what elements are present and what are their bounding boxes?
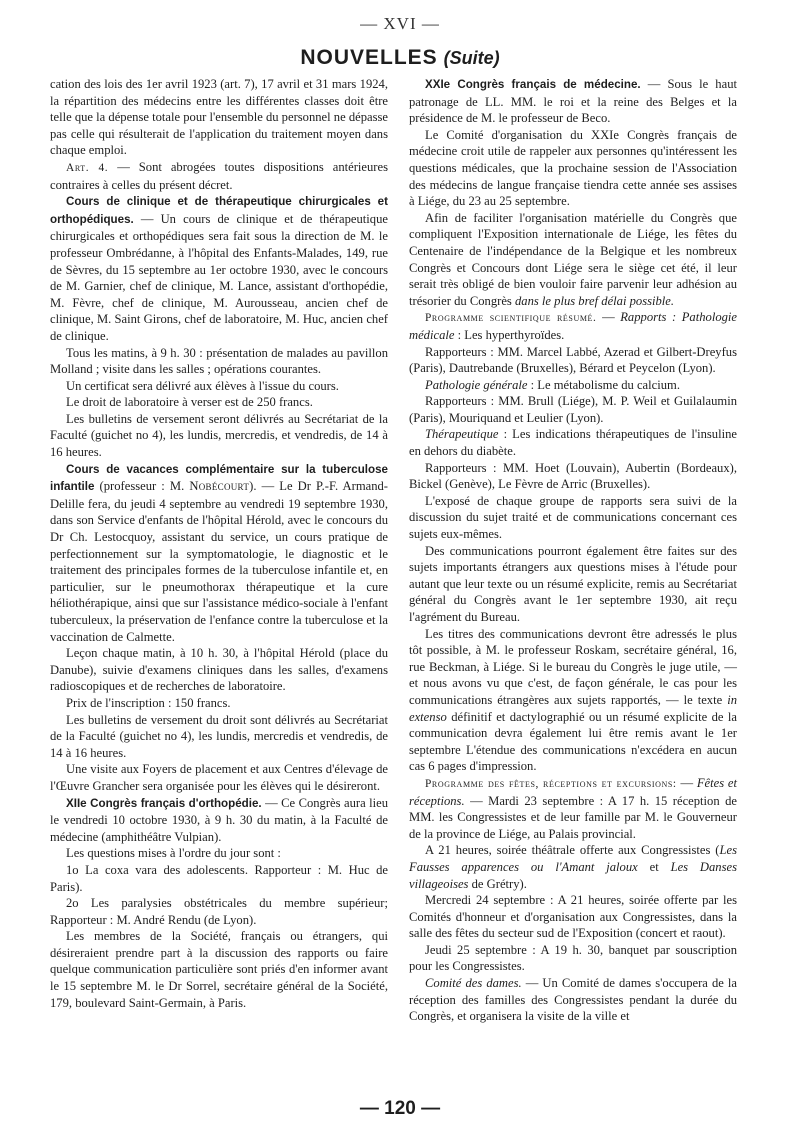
article-label: Art. 4. [66,161,109,174]
emphasis: Fêtes et réceptions. [409,775,737,808]
news-item-heading: Cours de clinique et de thérapeutique chirurgicales et orthopédiques. [50,195,388,226]
paragraph [50,159,388,193]
page-number: — 120 — [359,1098,441,1119]
emphasis: Pathologie générale [425,377,528,392]
paragraph: Tous les matins, à 9 h. 30 : présentation de malades au pavillon Molland ; visite dans les salles ; opérations courantes. [50,345,388,377]
section-title: NOUVELLES [300,46,438,69]
programme-label: Programme scientifique résumé. [425,312,597,325]
paragraph-text: : Le métabolisme du calcium. [527,377,680,392]
paragraph-text: — Un Comité de dames s'occupera de la réception des familles des Congressistes pendant la durée du Congrès, et organisera la visite de la ville et [409,976,737,1024]
emphasis: Comité des dames. [425,976,522,991]
paragraph-text: définitif et dactylographié ou un résumé explicite de la communication devra également lui être remis avant le 1er septembre L'étendue des communications n'excédera en aucun cas 6 pages d'impression. [409,709,737,774]
paragraph: Le droit de laboratoire à verser est de 250 francs. [66,395,313,410]
paragraph: Les bulletins de versement du droit sont délivrés au Secrétariat de la Faculté (guichet no 4), les lundis, mercredis et vendredis, de 14 à 16 heures. [50,712,388,760]
paragraph: Les membres de la Société, français ou étrangers, qui désireraient prendre part à la discussion des rapports ou faire quelque communication particulière sont priés d'en informer avant le 15 septembre M. le Dr Sorrel, secrétaire général de la Société, 179, boulevard Saint-Germain, à Paris. [50,929,388,1010]
separator: — [676,775,697,790]
paragraph: L'exposé de chaque groupe de rapports sera suivi de la discussion du sujet traité et de communications concernant ces sujets eux-mêmes. [409,493,737,542]
paragraph [409,377,737,394]
paragraph-text: — Sont abrogées toutes dispositions antérieures contraires à celles du présent décret. [50,159,388,192]
paragraph: Leçon chaque matin, à 10 h. 30, à l'hôpital Hérold (place du Danube), suivie d'examens cliniques dans les salles, d'examens radioscopiques et de recherches de laboratoire. [50,646,388,694]
paragraph: Des communications pourront également être faites sur des sujets importants étrangers aux questions mises à l'étude pour autant que leur texte ou un résumé explicite, remis au Secrétariat général du Congrès avant le 1er septembre 1930, ait reçu l'agrément du Bureau. [409,543,737,624]
emphasis: Rapports : Pathologie médicale [409,310,738,342]
paragraph: cation des lois des 1er avril 1923 (art. 7), 17 avril et 31 mars 1924, la répartition des médecins entre les différentes classes doit être telle que la dépense totale pour l'ensemble du personnel ne dépasse pas celle qui résulterait de l'application du traitement moyen dans chaque emploi. [50,77,388,158]
paragraph: 2o Les paralysies obstétricales du membre supérieur; Rapporteur : M. André Rendu (de Lyon). [50,896,388,927]
separator: — [596,310,621,325]
paragraph: Jeudi 25 septembre : A 19 h. 30, banquet par souscription pour les Congressistes. [409,942,737,974]
emphasis: Les Fausses apparences ou l'Amant jaloux [409,843,737,874]
person-name: Nobécourt [189,479,250,494]
paragraph: Mercredi 24 septembre : A 21 heures, soirée offerte par les Comités d'honneur et d'organisation aux Congressistes, dans la salle des fêtes du secteur sud de l'Exposition (concert et raout). [409,893,737,941]
programme-label: Programme des fêtes, réceptions et excursions: [425,777,677,790]
news-item [50,795,388,846]
news-item [50,193,388,344]
paragraph-text: — Ce Congrès aura lieu le vendredi 10 octobre 1930, à 9 h. 30 du matin, à la Faculté de médecine (amphithéâtre Vulpian). [50,795,388,844]
news-item-heading: Cours de vacances complémentaire sur la tuberculose infantile [50,462,388,494]
paragraph-text: Afin de faciliter l'organisation matérielle du Congrès que compliquent l'Exposition internationale de Liége, les fêtes du Centenaire de l'indépendance de la Belgique et les nombreux Congrès et Concours dont Liége sera le siège cet été, il leur serait très obligé de bien vouloir faire parvenir leur adhésion au trésorier du Congrès [409,210,737,308]
paragraph-text: ). — Le Dr P.-F. Armand-Delille fera, du jeudi 4 septembre au vendredi 19 septembre 1930, dans son Service d'enfants de l'hôpital Hérold, avec le concours du Dr Ch. Lestocquoy, assistant du service, un cours pratique de perfectionnement sur la symptomatologie, le diagnostic et le traitement des principales formes de la tuberculose infantile et, en particulier, sur le pneumothorax thérapeutique et la cure héliothérapique, ainsi que sur l'assistance médico-sociale à l'enfant tuberculeux, la préservation de l'enfance contre la tuberculose et la vaccination de Calmette. [50,479,388,644]
paragraph-text: Les titres des communications devront être adressés le plus tôt possible, à M. le professeur Roskam, secrétaire général, 16, rue Beckman, à Liége. Si le bureau du Congrès le juge utile, — et nous avons vu que c'est, de façon générale, le cas pour les communications étrangères aux sujets rapportés, — le texte [409,626,737,707]
emphasis: dans le plus bref délai possible. [514,293,675,308]
right-column [409,76,737,1025]
left-column [50,76,388,1011]
paragraph-text: (professeur : M. [94,479,190,494]
paragraph-text: de Grétry). [468,876,527,891]
section-heading [0,46,800,70]
paragraph [409,626,737,775]
paragraph: Une visite aux Foyers de placement et aux Centres d'élevage de l'Œuvre Grancher sera organisée pour les élèves qui le désireront. [50,762,388,793]
paragraph: Prix de l'inscription : 150 francs. [66,695,231,710]
paragraph: 1o La coxa vara des adolescents. Rapporteur : M. Huc de Paris). [50,862,388,894]
paragraph [409,842,737,892]
paragraph: Le Comité d'organisation du XXIe Congrès français de médecine croit utile de rappeler aux personnes qu'intéressent les questions médicales, que la prochaine session de l'Association des médecins de langue française tiendra cette année ses assises à Liége, du 23 au 25 septembre. [409,127,737,209]
paragraph [409,775,737,842]
paragraph: Les questions mises à l'ordre du jour sont : [66,846,281,861]
paragraph: Rapporteurs : MM. Hoet (Louvain), Aubertin (Bordeaux), Bickel (Genève), Le Fèvre de Arric (Bruxelles). [409,460,737,492]
paragraph-text: — Sous le haut patronage de LL. MM. le roi et la reine des Belges et la présidence de M. le professeur de Beco. [409,77,737,126]
paragraph: Rapporteurs : MM. Marcel Labbé, Azerad et Gilbert-Dreyfus (Paris), Dautrebande (Bruxelles), Bérard et Peycelon (Lyon). [409,344,737,376]
paragraph-text: : Les indications thérapeutiques de l'insuline en dehors du diabète. [409,427,737,459]
news-item-heading: XIIe Congrès français d'orthopédie. [66,796,262,810]
emphasis: in extenso [409,692,737,724]
paragraph-text: et [637,859,671,874]
running-head: — XVI — [360,14,440,33]
paragraph-text: A 21 heures, soirée théâtrale offerte aux Congressistes ( [425,843,720,858]
paragraph-text: : Les hyperthyroïdes. [454,327,565,342]
paragraph [409,309,737,343]
section-title-suffix: (Suite) [443,48,500,68]
paragraph: Rapporteurs : MM. Brull (Liége), M. P. Weil et Guilalaumin (Paris), Mouriquand et Leulier (Lyon). [409,394,737,425]
paragraph [409,975,737,1025]
paragraph-text: — Un cours de clinique et de thérapeutique chirurgicales et orthopédiques sera fait sous la direction de M. le professeur Ombrédanne, à l'hôpital des Enfants-Malades, 149, rue de Sèvres, du 15 septembre au 1er octobre 1930, avec le concours de M. Garnier, chef de clinique, M. Lance, assistant d'orthopédie, M. Fèvre, chef de clinique, M. Aurousseau, ancien chef de clinique, M. Saint Girons, chef de laboratoire, M. Huc, ancien chef de clinique. [50,211,388,343]
news-item-heading: XXIe Congrès français de médecine. [425,78,641,91]
paragraph [409,210,737,310]
paragraph: Les bulletins de versement seront délivrés au Secrétariat de la Faculté (guichet no 4), les lundis, mercredis, et vendredis, de 14 à 16 heures. [50,411,388,460]
news-item [50,461,388,646]
paragraph [409,426,737,459]
paragraph-text: — Mardi 23 septembre : A 17 h. 15 réception de MM. les Congressistes et de leur famille par M. le Gouverneur de la province de Liége, au Palais provincial. [409,793,737,841]
news-item [409,76,737,127]
emphasis: Thérapeutique [425,427,499,442]
emphasis: Les Danses villageoises [409,859,737,891]
paragraph: Un certificat sera délivré aux élèves à l'issue du cours. [66,378,339,393]
